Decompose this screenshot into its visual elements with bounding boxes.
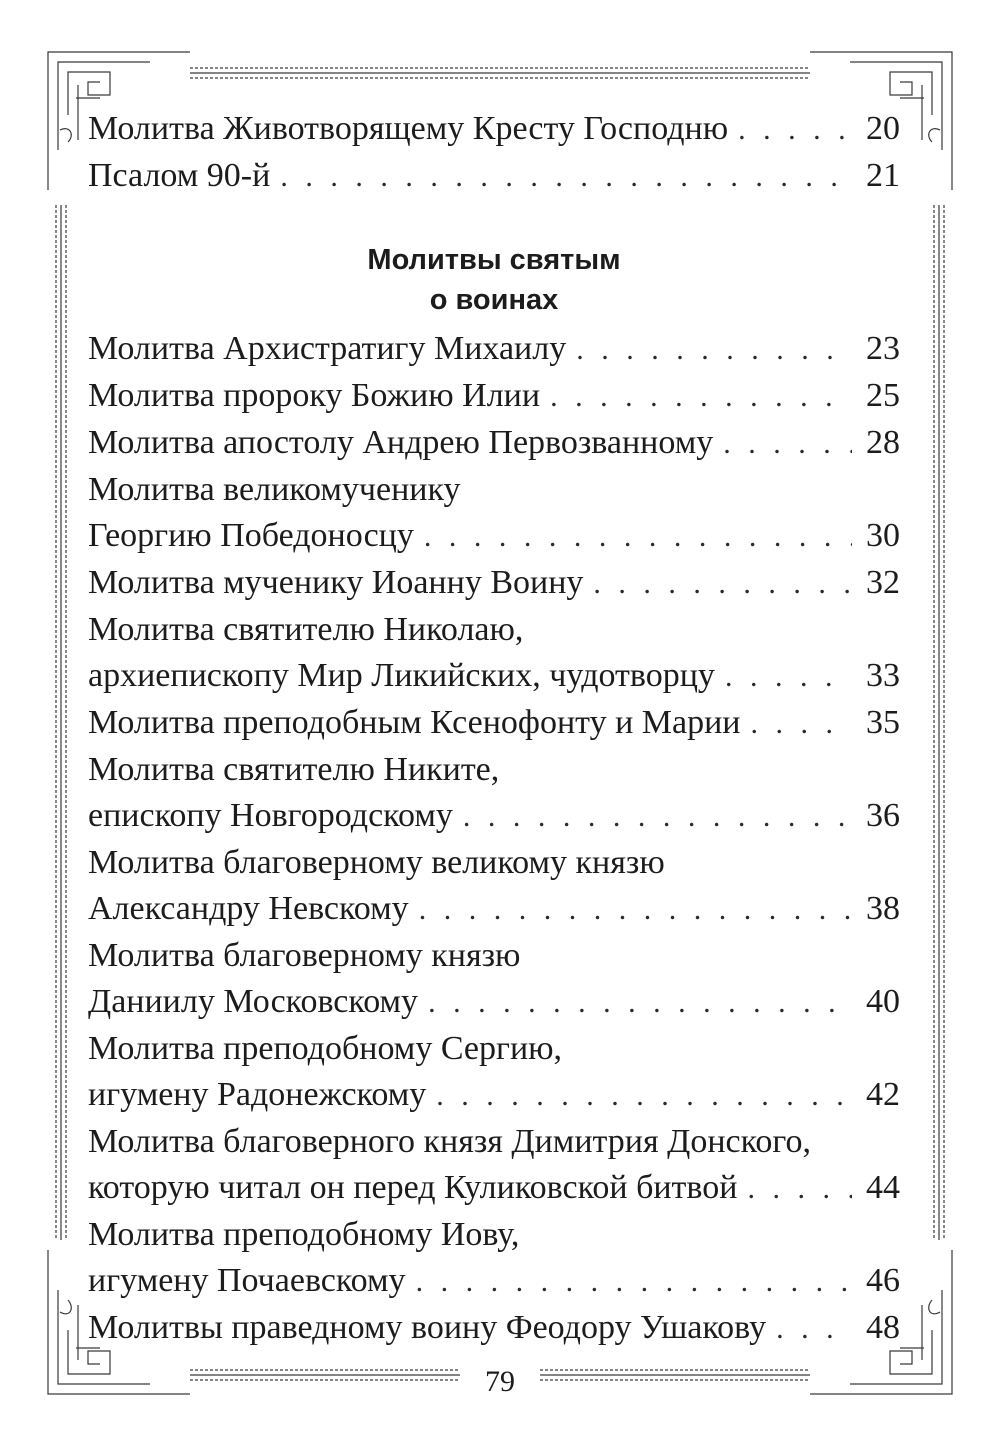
toc-entry-title: Молитва преподобным Ксенофонту и Марии	[88, 704, 741, 741]
toc-entry-title: Молитва Архистратигу Михаилу	[88, 330, 567, 367]
leader-dots	[419, 887, 852, 933]
toc-entry[interactable]	[88, 153, 900, 200]
toc-entry-title: Молитва пророку Божию Илии	[88, 377, 541, 414]
toc-entry[interactable]	[88, 1026, 900, 1119]
section-title-line-2: о воинах	[429, 284, 559, 316]
toc-entry-title: Даниилу Московскому	[88, 983, 419, 1020]
leader-dots	[280, 154, 852, 200]
toc-entry-title: Псалом 90-й	[88, 157, 271, 194]
toc-entry-line	[88, 326, 900, 373]
toc-entry-line	[88, 1258, 900, 1305]
toc-entry[interactable]	[88, 1212, 900, 1305]
toc-entry-line	[88, 653, 900, 700]
toc-entry-line	[88, 700, 900, 747]
toc-entry-line	[88, 1072, 900, 1119]
leader-dots	[428, 980, 852, 1026]
toc-entry-page: 38	[866, 890, 900, 927]
leader-dots	[463, 794, 852, 840]
page-number: 79	[485, 1365, 515, 1398]
toc-entry[interactable]	[88, 607, 900, 700]
leader-dots	[436, 1073, 852, 1119]
toc-entry-title-line: Молитва святителю Никите,	[88, 751, 500, 788]
toc-entry-page: 21	[866, 157, 900, 194]
toc-entry-title: игумену Почаевскому	[88, 1262, 406, 1299]
toc-entry-page: 25	[866, 377, 900, 414]
leader-dots	[723, 421, 852, 467]
toc-entry-title: епископу Новгородскому	[88, 797, 453, 834]
toc-entry-title: архиепископу Мир Ликийских, чудотворцу	[88, 657, 715, 694]
toc-entry-title: Александру Невскому	[88, 890, 409, 927]
toc-entry-title-line: Молитва великомученику	[88, 471, 461, 508]
toc-entry-page: 35	[866, 704, 900, 741]
toc-entry[interactable]	[88, 106, 900, 153]
toc-entry-page: 28	[866, 424, 900, 461]
toc-entry[interactable]	[88, 467, 900, 560]
toc-entry-page: 48	[866, 1309, 900, 1346]
toc-entry-title-line: Молитва благоверному князю	[88, 937, 521, 974]
toc-entry[interactable]	[88, 933, 900, 1026]
toc-entry-line	[88, 886, 900, 933]
toc-entry[interactable]	[88, 747, 900, 840]
toc-entry-title-line: Молитва преподобному Сергию,	[88, 1030, 563, 1067]
toc-entry-title: Молитва апостолу Андрею Первозванному	[88, 424, 714, 461]
toc-entry[interactable]	[88, 326, 900, 373]
toc-entry-title-line: Молитва благоверному великому князю	[88, 844, 665, 881]
section-title-line-1: Молитвы святым	[367, 244, 621, 276]
leader-dots	[593, 561, 852, 607]
toc-entry-line	[88, 106, 900, 153]
toc-entry-page: 40	[866, 983, 900, 1020]
leader-dots	[747, 1166, 852, 1212]
toc-entry-line	[88, 1305, 900, 1352]
toc-entry-page: 33	[866, 657, 900, 694]
toc-entry-page: 46	[866, 1262, 900, 1299]
leader-dots	[550, 374, 852, 420]
toc-entry-title-line: Молитва преподобному Иову,	[88, 1216, 520, 1253]
toc-entry-title-line: Молитва благоверного князя Димитрия Донского,	[88, 1123, 811, 1160]
toc-entry-line	[88, 153, 900, 200]
toc-entry-title: Молитва мученику Иоанну Воину	[88, 564, 584, 601]
leader-dots	[576, 327, 852, 373]
leader-dots	[424, 514, 852, 560]
toc-entry-page: 30	[866, 517, 900, 554]
toc-entry-line	[88, 793, 900, 840]
leader-dots	[738, 107, 852, 153]
toc-entry-line	[88, 513, 900, 560]
leader-dots	[725, 654, 852, 700]
toc-entry[interactable]	[88, 700, 900, 747]
toc-entry[interactable]	[88, 840, 900, 933]
toc-entry-line	[88, 560, 900, 607]
table-of-contents	[88, 106, 900, 1352]
toc-entry[interactable]	[88, 1305, 900, 1352]
toc-entry-page: 42	[866, 1076, 900, 1113]
leader-dots	[776, 1306, 852, 1352]
toc-entry[interactable]	[88, 373, 900, 420]
toc-entry-line	[88, 1165, 900, 1212]
toc-entry-title: Георгию Победоносцу	[88, 517, 414, 554]
toc-entry-page: 44	[866, 1169, 900, 1206]
toc-entry-line	[88, 373, 900, 420]
toc-entry-title: которую читал он перед Куликовской битвой	[88, 1169, 738, 1206]
toc-entry[interactable]	[88, 560, 900, 607]
toc-entry-line	[88, 979, 900, 1026]
toc-entry-page: 23	[866, 330, 900, 367]
toc-entry-title: Молитва Животворящему Кресту Господню	[88, 110, 729, 147]
toc-entry-page: 36	[866, 797, 900, 834]
toc-entry[interactable]	[88, 1119, 900, 1212]
toc-entry-line	[88, 420, 900, 467]
toc-entry-page: 32	[866, 564, 900, 601]
toc-entry-title: игумену Радонежскому	[88, 1076, 427, 1113]
toc-entry-title-line: Молитва святителю Николаю,	[88, 611, 524, 648]
toc-entry[interactable]	[88, 420, 900, 467]
section-heading	[88, 240, 900, 320]
toc-entry-page: 20	[866, 110, 900, 147]
leader-dots	[750, 701, 852, 747]
leader-dots	[416, 1259, 852, 1305]
toc-entry-title: Молитвы праведному воину Феодору Ушакову	[88, 1309, 767, 1346]
toc-entry-list	[88, 326, 900, 1352]
